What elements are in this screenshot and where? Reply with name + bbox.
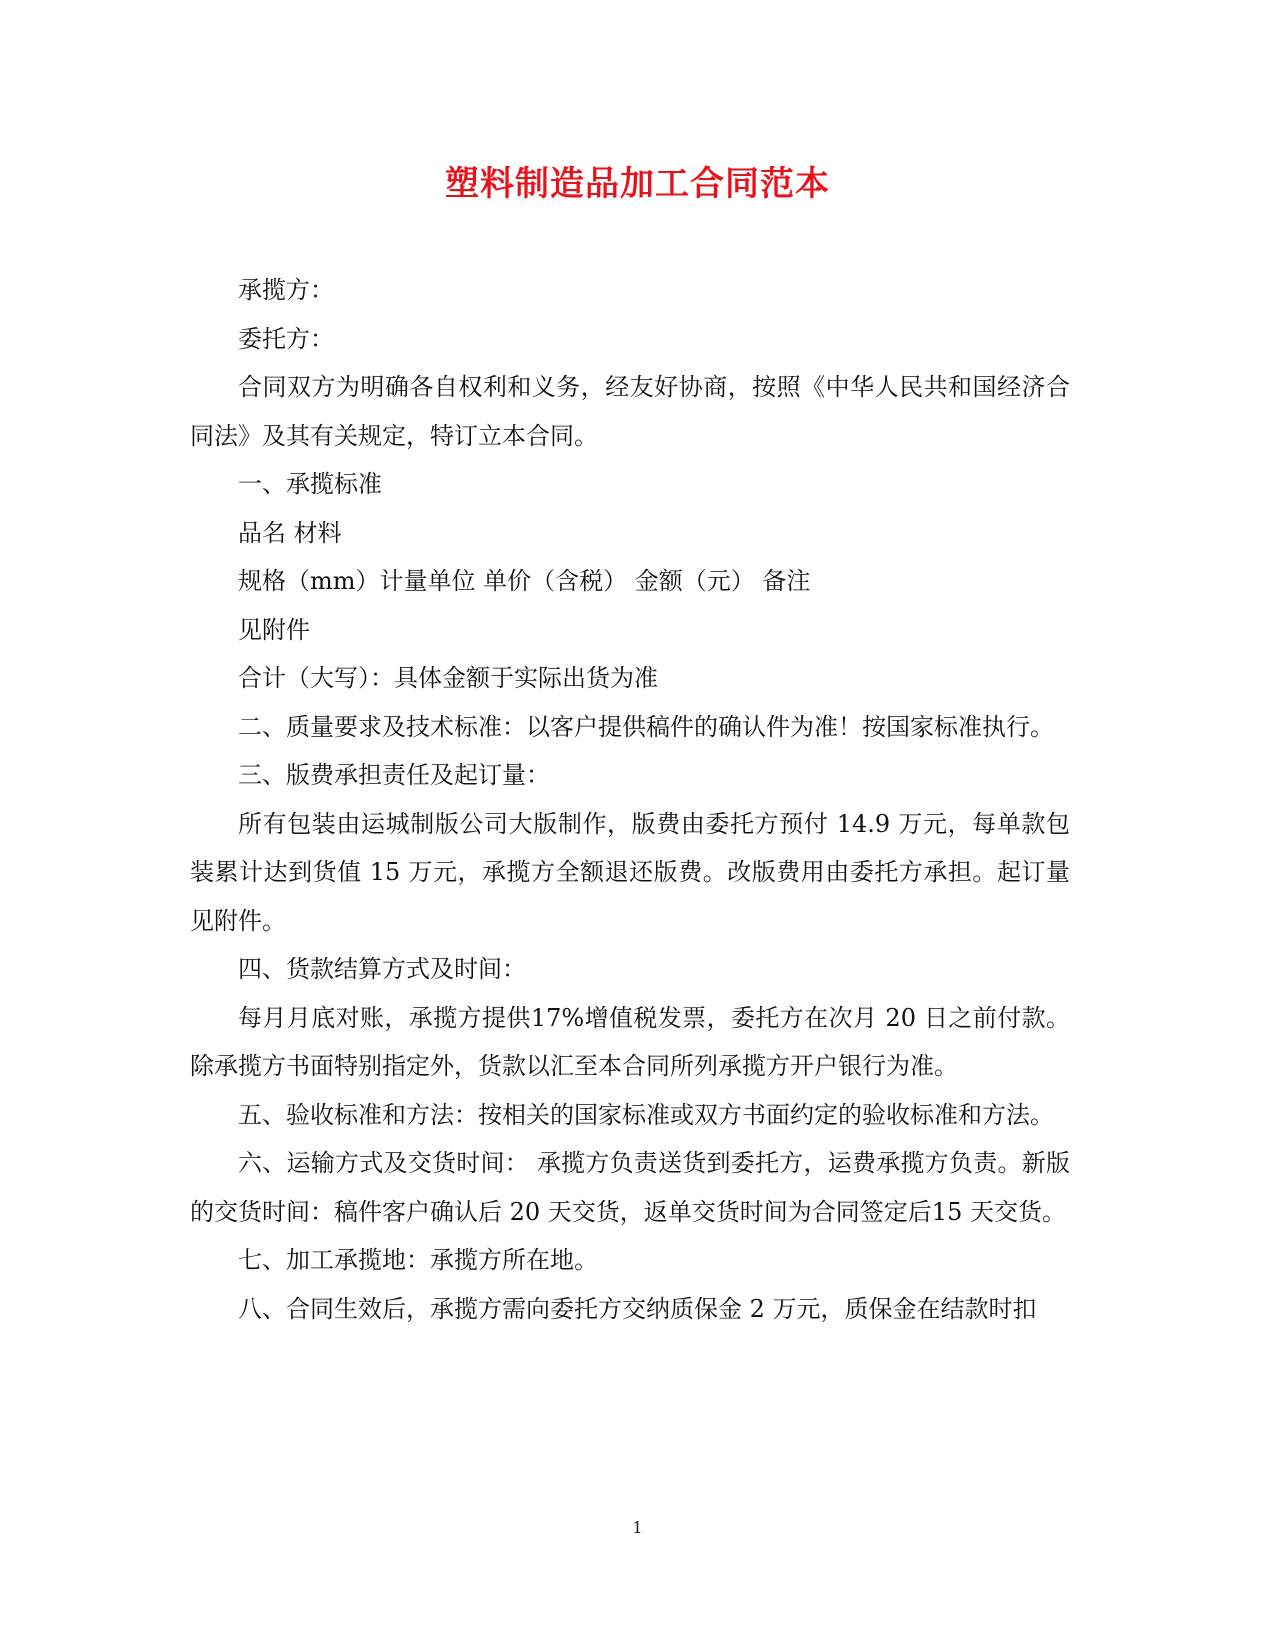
section-heading-6: 六、运输方式及交货时间： 承揽方负责送货到委托方，运费承揽方负责。新版的交货时间：稿件客户确认后 20 天交货，返单交货时间为合同签定后15 天交货。 (190, 1149, 1070, 1226)
paragraph-product-name: 品名 材料 (238, 518, 342, 547)
paragraph-plate-fee: 所有包装由运城制版公司大版制作，版费由委托方预付 14.9 万元，每单款包装累计达到货值 15 万元，承揽方全额退还版费。改版费用由委托方承担。起订量见附件。 (190, 809, 1070, 935)
document-body (190, 266, 1070, 1333)
page-number: 1 (632, 1518, 643, 1537)
section-heading-5: 五、验收标准和方法：按相关的国家标准或双方书面约定的验收标准和方法。 (238, 1100, 1054, 1129)
section-heading-4: 四、货款结算方式及时间： (238, 955, 526, 983)
paragraph-preamble: 合同双方为明确各自权利和义务，经友好协商，按照《中华人民共和国经济合同法》及其有关规定，特订立本合同。 (190, 373, 1070, 450)
paragraph-client: 委托方： (238, 324, 334, 353)
section-heading-8: 八、合同生效后，承揽方需向委托方交纳质保金 2 万元，质保金在结款时扣 (238, 1294, 1037, 1323)
paragraph-settlement: 每月月底对账，承揽方提供17%增值税发票，委托方在次月 20 日之前付款。除承揽方书面特别指定外，货款以汇至本合同所列承揽方开户银行为准。 (190, 1003, 1070, 1080)
paragraph-see-attachment: 见附件 (238, 615, 310, 644)
paragraph-contractor: 承揽方： (238, 276, 334, 304)
paragraph-total: 合计（大写）：具体金额于实际出货为准 (238, 664, 658, 692)
section-heading-3: 三、版费承担责任及起订量： (238, 761, 550, 789)
section-heading-2: 二、质量要求及技术标准：以客户提供稿件的确认件为准！按国家标准执行。 (238, 712, 1054, 741)
paragraph-spec-columns: 规格（mm）计量单位 单价（含税） 金额（元） 备注 (238, 567, 811, 595)
section-heading-1: 一、承揽标准 (238, 470, 382, 498)
section-heading-7: 七、加工承揽地：承揽方所在地。 (238, 1246, 598, 1274)
document-title: 塑料制造品加工合同范本 (445, 164, 830, 204)
